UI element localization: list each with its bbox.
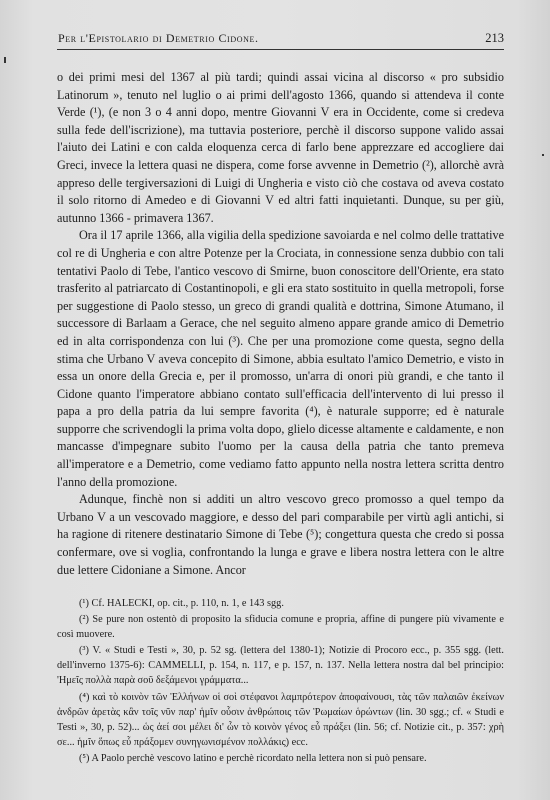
footnote: (⁵) A Paolo perchè vescovo latino e perchè ricordato nella lettera non si può pensare. [79,752,427,764]
page-number: 213 [485,31,504,45]
body-text [57,69,504,579]
footnotes [57,596,504,767]
body-paragraph: o dei primi mesi del 1367 al più tardi; quindi assai vicina al discorso « pro subsidio Latinorum », tenuto nel luglio o ai primi dell'agosto 1366, quando si attendeva il conte Verde (¹), (e non 3 o 4 anni dopo, mentre Giovanni V era in Occidente, come si credeva sulla fede dell'iscrizione), ma tuttavia posteriore, perchè il discorso suppone valido assai l'aiuto dei Latini e con calda eloquenza cerca di farlo bene apprezzare ed accogliere dai Greci, invece la lettera quasi ne dispera, come forse avvenne in Demetrio (²), allorchè avrà appreso delle tergiversazioni di Luigi di Ungheria e visto ciò che costava od aveva costato il solo ritorno di Amedeo e di Giovanni V ed altri fatti inquietanti. Dunque, su per giù, autunno 1366 - primavera 1367. [57,70,504,225]
running-head [58,31,504,46]
scan-speck [542,154,544,156]
footnote: (²) Se pure non ostentò di proposito la sfiducia comune e propria, affine di pungere più vivamente e così muovere. [57,614,504,641]
scan-speck [4,57,6,63]
footnote: (³) V. « Studi e Testi », 30, p. 52 sg. (lettera del 1380-1); Notizie di Procoro ecc., p. 355 sgg. (lett. dell'inverno 1375-6): CAMMELLI, p. 154, n. 117, e p. 157, n. 137. Nella lettera nostra dal bel principio: 'Ημεῖς πολλὰ παρὰ σοῦ δεξάμενοι γράμματα... [57,645,504,687]
running-head-title: Per l'Epistolario di Demetrio Cidone. [58,31,259,45]
footnote: (¹) Cf. HALECKI, op. cit., p. 110, n. 1, e 143 sgg. [79,598,284,609]
body-paragraph: Adunque, finchè non si additi un altro vescovo greco promosso a quel tempo da Urbano V a un vescovado maggiore, e desso del pari comparabile per virtù agli antichi, si ha ragione di ritenere destinatario Simone di Tebe (⁵); congettura questa che credo si possa confermare, ove si voglia, confrontando la lunga e grave e libera nostra lettera con le altre due lettere Cidoniane a Simone. Ancor [57,492,504,577]
footnote: (⁴) καὶ τὸ κοινὸν τῶν Ἑλλήνων οἱ σοὶ στέφανοι λαμπρότερον ἀποφαίνουσι, τὰς τῶν παλαιῶν ἐκείνων ἀνδρῶν ἀρετὰς κἂν τοῖς νῦν παρ' ἡμῖν οὖσιν ἀνθρώποις τῶν Ῥωμαίων ὁρώντων (lin. 30 sgg.; cf. « Studi e Testi », 30, p. 52)... ὡς ἀεί σοι μέλει δι' ὧν τὸ κοινὸν γένος εὖ πράξει (lin. 56; cf. Notizie cit., p. 357: χρὴ σε... ἡμῖν ὅπως εὖ πράξομεν συνηγωνισμένον πολλάκις) ecc. [57,691,504,748]
header-rule [57,49,504,50]
body-paragraph: Ora il 17 aprile 1366, alla vigilia della spedizione savoiarda e nel colmo delle trattative col re di Ungheria e con altre Potenze per la Crociata, in connessione senza dubbio con tali tentativi Paolo di Tebe, l'antico vescovo di Smirne, buon conoscitore dell'Oriente, era stato trasferito al patriarcato di Costantinopoli, e gli era stato sostituito in quella metropoli, forse per suggestione di Paolo stesso, un greco di grandi qualità e dottrina, Simone Atumano, il successore di Barlaam a Gerace, che nel seguito almeno appare grande amico di Demetrio ed in alta corrispondenza con lui (³). Che per una promozione come questa, segno della stima che Urbano V aveva concepito di Simone, abbia esultato l'amico Demetrio, e visto in essa un onore della Grecia e, per il promosso, un'arra di onori più grandi, e che tanto il Cidone quanto l'imperatore abbiano contato sull'efficacia dell'intervento di lui presso il papa a pro della patria da lui sempre favorita (⁴), è naturale supporre; ed è naturale supporre che scrivendogli la prima volta dopo, glielo dicesse altamente e caldamente, e non mancasse d'impegnare subito l'uomo per la causa della patria che tanto premeva all'imperatore e a Demetrio, come vediamo fatto appunto nella nostra lettera scritta dentro l'anno della promozione. [57,228,504,489]
